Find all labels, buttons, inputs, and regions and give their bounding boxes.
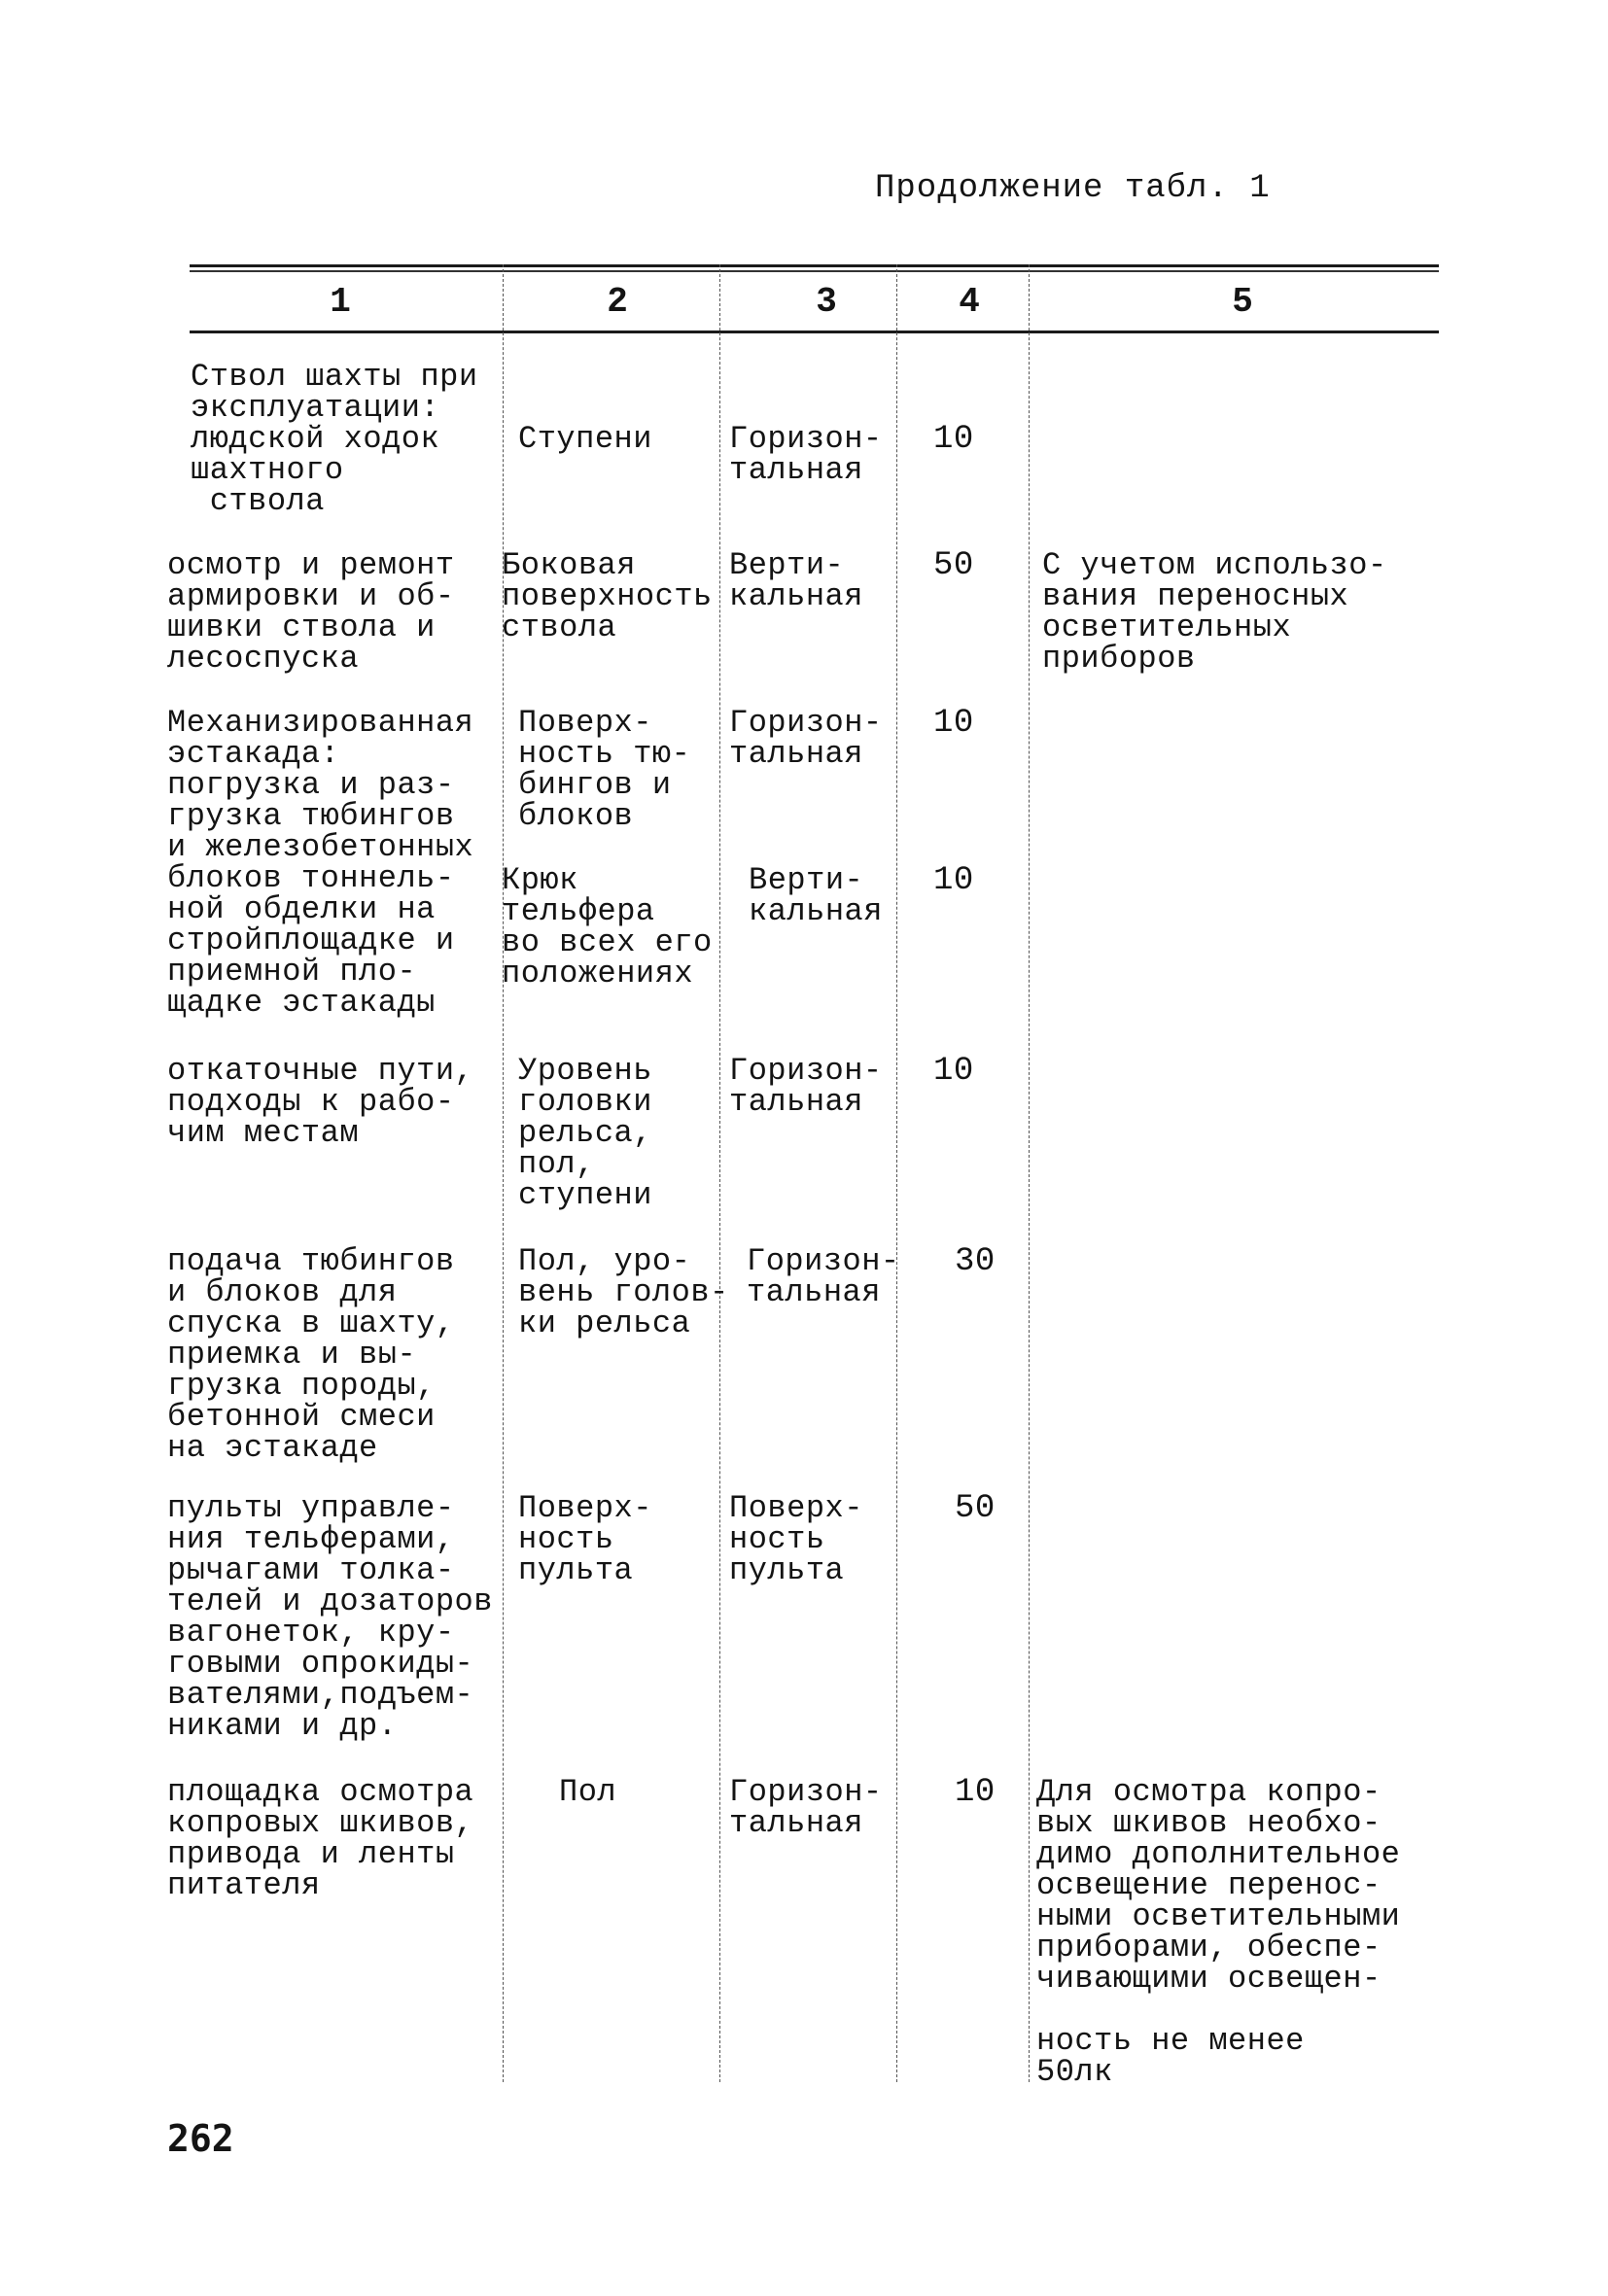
row-6-col-4: 30: [955, 1243, 996, 1280]
row-6-col-3: Горизон- тальная: [747, 1243, 900, 1310]
column-divider-2: [719, 264, 720, 2082]
table-header-rule: [190, 330, 1439, 333]
row-6-col-2: Пол, уро- вень голов- ки рельса: [518, 1243, 729, 1341]
header-col-3: 3: [816, 282, 837, 322]
row-5-col-2: Уровень головки рельса, пол, ступени: [518, 1053, 652, 1213]
row-2-col-4: 50: [933, 547, 974, 584]
header-col-4: 4: [959, 282, 980, 322]
header-col-2: 2: [607, 282, 628, 322]
row-7-col-4: 50: [955, 1490, 996, 1527]
row-7-col-1: пульты управле- ния тельферами, рычагами толка- телей и дозаторов вагонеток, кру- говыми опрокиды- вателями,подъем- никами и др.: [167, 1490, 493, 1744]
row-1-col-3: Горизон- тальная: [729, 421, 883, 488]
row-5-col-1: откаточные пути, подходы к рабо- чим местам: [167, 1053, 474, 1151]
column-divider-4: [1029, 264, 1030, 2082]
row-5-col-4: 10: [933, 1053, 974, 1090]
row-6-col-1: подача тюбингов и блоков для спуска в шахту, приемка и вы- грузка породы, бетонной смеси на эстакаде: [167, 1243, 455, 1466]
row-8-col-3: Горизон- тальная: [729, 1774, 883, 1841]
row-1-col-1: Ствол шахты при эксплуатации: людской ходок шахтного ствола: [191, 359, 478, 519]
row-3-col-1: Механизированная эстакада: погрузка и раз- грузка тюбингов и железобетонных блоков тоннель- ной обделки на стройплощадке и приемной пло- щадке эстакады: [167, 705, 474, 1021]
row-7-col-2: Поверх- ность пульта: [518, 1490, 652, 1588]
row-2-col-2: Боковая поверхность ствола: [502, 547, 713, 645]
row-1-col-2: Ступени: [518, 421, 652, 457]
row-8-col-1: площадка осмотра копровых шкивов, привода и ленты питателя: [167, 1774, 474, 1903]
row-2-col-5: С учетом использо- вания переносных осветительных приборов: [1042, 547, 1387, 677]
table-top-rule: [190, 264, 1439, 267]
row-3-col-4: 10: [933, 705, 974, 742]
row-2-col-1: осмотр и ремонт армировки и об- шивки ствола и лесоспуска: [167, 547, 455, 677]
row-4-col-4: 10: [933, 862, 974, 899]
header-col-5: 5: [1232, 282, 1253, 322]
header-col-1: 1: [330, 282, 351, 322]
row-8-col-2: Пол: [559, 1774, 617, 1810]
row-8-col-5: Для осмотра копро- вых шкивов необхо- димо дополнительное освещение перенос- ными осветительными приборами, обеспе- чивающими освещен- ность не менее 50лк: [1036, 1774, 1401, 2090]
row-4-col-2: Крюк тельфера во всех его положениях: [502, 862, 713, 991]
row-3-col-3: Горизон- тальная: [729, 705, 883, 772]
row-8-col-4: 10: [955, 1774, 996, 1811]
row-5-col-3: Горизон- тальная: [729, 1053, 883, 1120]
row-3-col-2: Поверх- ность тю- бингов и блоков: [518, 705, 691, 834]
table-caption: Продолжение табл. 1: [875, 170, 1271, 207]
page-number: 262: [167, 2117, 234, 2160]
row-2-col-3: Верти- кальная: [729, 547, 863, 614]
row-1-col-4: 10: [933, 421, 974, 458]
table-top-rule-inner: [190, 270, 1439, 272]
column-divider-1: [503, 264, 504, 2082]
column-divider-3: [896, 264, 897, 2082]
row-4-col-3: Верти- кальная: [749, 862, 883, 929]
row-7-col-3: Поверх- ность пульта: [729, 1490, 863, 1588]
